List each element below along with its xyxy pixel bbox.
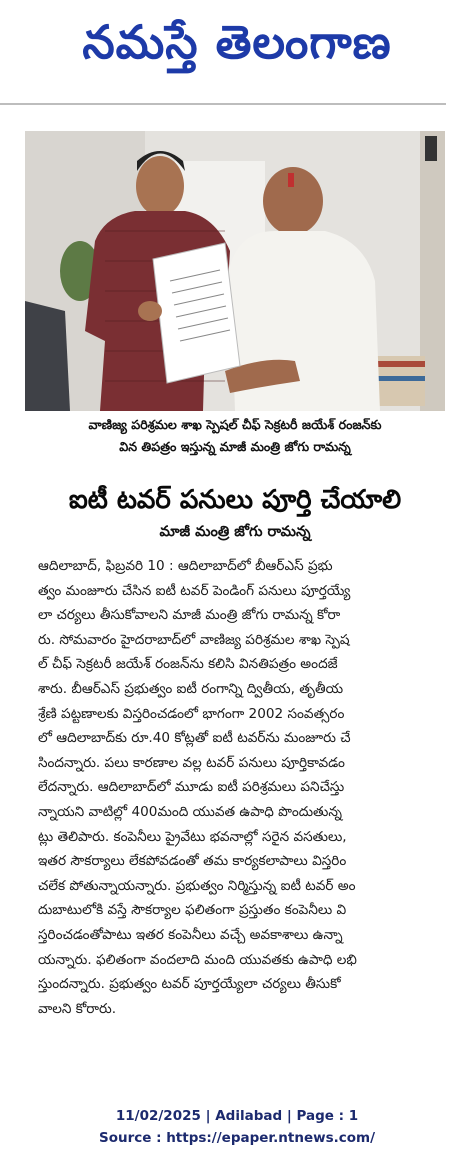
article-body [38, 554, 442, 1021]
footer-date-edition: 11/02/2025 | Adilabad | Page : 1 [115, 1108, 359, 1124]
body-line: స్తరించడంతోపాటు ఇతర కంపెనీలు వచ్చే అవకాశాలు ఉన్నా [38, 926, 343, 943]
caption-line-1: వాణిజ్య పరిశ్రమల శాఖ స్పెషల్ చీఫ్ సెక్రటరీ జయేశ్ రంజన్‌కు [88, 417, 382, 432]
body-line: లేదన్నారు. ఆదిలాబాద్‌లో మూడు ఐటీ పరిశ్రమలు పనిచేస్తు [38, 779, 345, 796]
body-line: ల్ చీఫ్ సెక్రటరీ జయేశ్ రంజన్‌ను కలిసి వినతిపత్రం అందజే [38, 656, 338, 673]
photo-caption [25, 414, 445, 458]
body-line: యన్నారు. ఫలితంగా వందలాది మంది యువతకు ఉపాధి లభి [38, 951, 357, 968]
body-line: న్నాయని వాటిల్లో 400మంది యువత ఉపాధి పొందుతున్న [38, 803, 342, 820]
body-line: రు. సోమవారం హైదరాబాద్‌లో వాణిజ్య పరిశ్రమల శాఖ స్పెష [38, 631, 350, 648]
body-line: శారు. బీఆర్‌ఎస్ ప్రభుత్వం ఐటీ రంగాన్ని ద్వితీయ, తృతీయ [38, 680, 344, 697]
body-line: స్తుందన్నారు. ప్రభుత్వం టవర్ పూర్తయ్యేలా చర్యలు తీసుకో [38, 976, 341, 993]
body-line: లా చర్యలు తీసుకోవాలని మాజీ మంత్రి జోగు రామన్న కోరా [38, 607, 341, 624]
masthead-divider [0, 103, 446, 105]
body-line: వాలని కోరారు. [38, 1000, 117, 1017]
masthead-title: నమస్తే తెలంగాణ [82, 15, 392, 69]
body-line: శ్రేణి పట్టణాలకు విస్తరించడంలో భాగంగా 2002 సంవత్సరం [38, 705, 345, 722]
news-photo [25, 131, 445, 411]
article-subheadline: మాజీ మంత్రి జోగు రామన్న [159, 524, 311, 540]
body-line: ట్లు తెలిపారు. కంపెనీలు ప్రైవేటు భవనాల్లో సరైన వసతులు, [38, 828, 347, 845]
body-line: ఆదిలాబాద్, ఫిబ్రవరి 10 : ఆదిలాబాద్‌లో బీఆర్‌ఎస్ ప్రభు [38, 558, 333, 574]
body-line: దుబాటులోకి వస్తే సౌకర్యాల ఫలితంగా ప్రస్తుతం కంపెనీలు వి [38, 902, 347, 919]
body-line: లో ఆదిలాబాద్‌కు రూ.40 కోట్లతో ఐటీ టవర్‌ను మంజూరు చే [38, 730, 351, 747]
article-headline: ఐటీ టవర్ పనులు పూర్తి చేయాలి [68, 485, 402, 515]
body-line: త్వం మంజూరు చేసిన ఐటీ టవర్ పెండింగ్ పనులు పూర్తయ్యే [38, 582, 351, 599]
page-footer [0, 1105, 474, 1149]
newspaper-masthead [0, 0, 474, 96]
body-line: చలేక పోతున్నాయన్నారు. ప్రభుత్వం నిర్మిస్తున్న ఐటీ టవర్ అం [38, 877, 356, 894]
body-line: సిందన్నారు. పలు కారణాల వల్ల టవర్ పనులు పూర్తికావడం [38, 754, 345, 771]
body-line: ఇతర సౌకర్యాలు లేకపోవడంతో తమ కార్యకలాపాలు విస్తరిం [38, 853, 347, 870]
caption-line-2: విన తిపత్రం ఇస్తున్న మాజీ మంత్రి జోగు రామన్న [119, 439, 351, 454]
footer-source: Source : https://epaper.ntnews.com/ [98, 1130, 376, 1146]
